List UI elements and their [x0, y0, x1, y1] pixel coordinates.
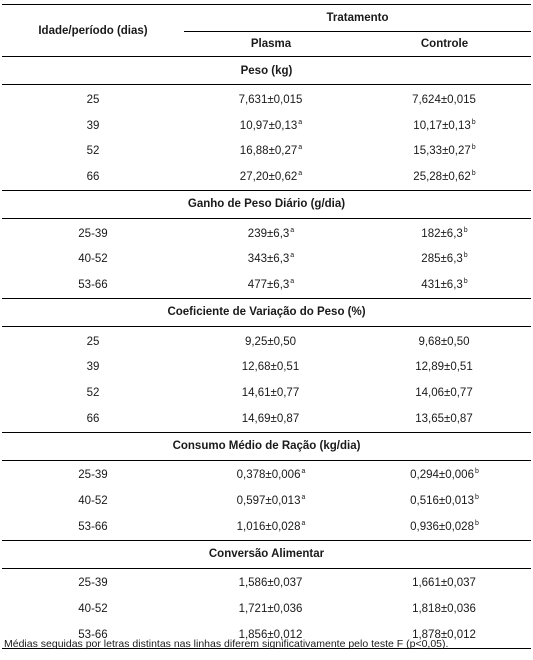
- table-row: [2, 596, 531, 622]
- section-title: Ganho de Peso Diário (g/dia): [2, 190, 531, 218]
- controle-value-cell: [358, 568, 531, 596]
- plasma-value: 477±6,3: [247, 278, 290, 291]
- row-label-cell: 25-39: [78, 469, 108, 482]
- plasma-value-cell: [184, 164, 358, 190]
- table-row: [2, 460, 531, 488]
- plasma-value-cell: [184, 460, 358, 488]
- controle-value-cell: [358, 218, 531, 246]
- plasma-value: 1,016±0,028: [236, 520, 301, 533]
- controle-value-cell: [358, 488, 531, 514]
- plasma-value-cell: [184, 355, 358, 381]
- plasma-significance-letter: a: [301, 494, 306, 502]
- table-row: [2, 246, 531, 272]
- plasma-significance-letter: a: [298, 169, 303, 177]
- row-label-cell: 66: [86, 412, 100, 425]
- plasma-value: 1,586±0,037: [238, 577, 303, 590]
- plasma-value: 0,378±0,006: [236, 469, 301, 482]
- controle-significance-letter: b: [474, 494, 479, 502]
- table-footnote: Médias seguidas por letras distintas nas linhas diferem significativamente pelo teste F (p<0,05).: [4, 638, 449, 650]
- plasma-value-cell: [184, 488, 358, 514]
- controle-value: 1,661±0,037: [412, 577, 476, 590]
- table-row: [2, 138, 531, 164]
- controle-value-cell: [358, 355, 531, 381]
- section-header-row: [2, 432, 531, 460]
- controle-value-cell: [358, 514, 531, 540]
- table-row: [2, 164, 531, 190]
- table-row: [2, 326, 531, 354]
- controle-value: 9,68±0,50: [418, 335, 470, 348]
- table-row: [2, 568, 531, 596]
- controle-value: 0,294±0,006: [410, 469, 474, 482]
- controle-value: 14,06±0,77: [415, 387, 473, 400]
- plasma-value-cell: [184, 272, 358, 298]
- plasma-value-cell: [184, 568, 358, 596]
- table-row: [2, 406, 531, 432]
- controle-value-cell: [358, 138, 531, 164]
- row-label-cell: 40-52: [78, 253, 108, 266]
- plasma-value-cell: [184, 514, 358, 540]
- column-header-controle: Controle: [358, 32, 531, 57]
- controle-significance-letter: b: [463, 226, 468, 234]
- row-label-cell: 25-39: [78, 227, 108, 240]
- section-header-row: [2, 298, 531, 326]
- column-header-plasma: Plasma: [184, 32, 358, 57]
- row-label-cell: 66: [86, 170, 100, 183]
- table-row: [2, 218, 531, 246]
- plasma-value: 7,631±0,015: [238, 93, 303, 106]
- controle-value-cell: [358, 272, 531, 298]
- controle-value: 12,89±0,51: [415, 361, 473, 374]
- row-label-cell: 40-52: [78, 495, 108, 508]
- controle-value: 10,17±0,13: [413, 119, 471, 132]
- plasma-value-cell: [184, 406, 358, 432]
- plasma-value: 1,721±0,036: [238, 603, 303, 616]
- table-header-row: [2, 5, 531, 32]
- row-label-cell: 52: [86, 387, 100, 400]
- plasma-value: 12,68±0,51: [241, 361, 300, 374]
- table-row: [2, 355, 531, 381]
- controle-significance-letter: b: [471, 118, 476, 126]
- controle-significance-letter: b: [471, 169, 476, 177]
- section-title: Coeficiente de Variação do Peso (%): [2, 298, 531, 326]
- row-label-cell: 53-66: [78, 520, 108, 533]
- results-table: [2, 4, 531, 649]
- plasma-value: 343±6,3: [247, 253, 290, 266]
- controle-value: 0,936±0,028: [410, 520, 474, 533]
- controle-significance-letter: b: [463, 277, 468, 285]
- row-label-cell: 40-52: [78, 603, 108, 616]
- table-body: [2, 57, 531, 649]
- plasma-value-cell: [184, 138, 358, 164]
- plasma-value-cell: [184, 380, 358, 406]
- controle-value: 25,28±0,62: [413, 170, 471, 183]
- controle-value-cell: [358, 164, 531, 190]
- controle-significance-letter: b: [471, 144, 476, 152]
- plasma-value-cell: [184, 596, 358, 622]
- section-title: Conversão Alimentar: [2, 540, 531, 568]
- plasma-value-cell: [184, 218, 358, 246]
- plasma-value: 0,597±0,013: [236, 495, 301, 508]
- plasma-value: 1,856±0,012: [238, 628, 303, 641]
- table-row: [2, 113, 531, 139]
- controle-value-cell: [358, 85, 531, 113]
- controle-value: 285±6,3: [421, 253, 463, 266]
- plasma-value-cell: [184, 326, 358, 354]
- controle-significance-letter: b: [463, 252, 468, 260]
- controle-significance-letter: b: [474, 519, 479, 527]
- controle-value: 7,624±0,015: [412, 93, 476, 106]
- section-title: Peso (kg): [2, 57, 531, 85]
- controle-value: 182±6,3: [421, 227, 463, 240]
- plasma-value: 239±6,3: [247, 227, 290, 240]
- plasma-significance-letter: a: [290, 252, 295, 260]
- plasma-value: 10,97±0,13: [239, 119, 298, 132]
- row-label-cell: 39: [86, 361, 100, 374]
- plasma-value-cell: [184, 85, 358, 113]
- controle-value: 13,65±0,87: [415, 412, 473, 425]
- plasma-value: 14,69±0,87: [241, 412, 300, 425]
- section-title: Consumo Médio de Ração (kg/dia): [2, 432, 531, 460]
- row-label-cell: 39: [86, 119, 100, 132]
- row-label-cell: 53-66: [2, 622, 184, 648]
- controle-value: 431±6,3: [421, 278, 463, 291]
- plasma-significance-letter: a: [298, 144, 303, 152]
- row-label-cell: 25-39: [78, 577, 108, 590]
- plasma-value: 27,20±0,62: [239, 170, 298, 183]
- section-header-row: [2, 540, 531, 568]
- row-label-cell: 52: [86, 145, 100, 158]
- plasma-significance-letter: a: [301, 519, 306, 527]
- section-header-row: [2, 57, 531, 85]
- plasma-significance-letter: a: [290, 277, 295, 285]
- plasma-value-cell: [184, 113, 358, 139]
- column-header-idade: Idade/período (dias): [2, 5, 184, 57]
- controle-value-cell: [358, 326, 531, 354]
- controle-value-cell: [358, 113, 531, 139]
- controle-significance-letter: b: [474, 468, 479, 476]
- row-label-cell: 25: [86, 93, 100, 106]
- section-header-row: [2, 190, 531, 218]
- table-row: [2, 514, 531, 540]
- plasma-value-cell: [184, 246, 358, 272]
- controle-value-cell: [358, 380, 531, 406]
- plasma-value: 9,25±0,50: [244, 335, 297, 348]
- plasma-significance-letter: a: [298, 118, 303, 126]
- plasma-significance-letter: a: [290, 226, 295, 234]
- table-row: [2, 380, 531, 406]
- column-group-tratamento: Tratamento: [184, 5, 531, 32]
- plasma-value: 14,61±0,77: [241, 387, 300, 400]
- controle-value: 15,33±0,27: [413, 145, 471, 158]
- controle-value: 1,878±0,012: [412, 628, 476, 641]
- controle-value: 1,818±0,036: [412, 603, 476, 616]
- controle-value-cell: [358, 406, 531, 432]
- table-row: [2, 488, 531, 514]
- controle-value-cell: [358, 246, 531, 272]
- row-label-cell: 25: [86, 335, 100, 348]
- controle-value: 0,516±0,013: [410, 495, 474, 508]
- plasma-significance-letter: a: [301, 468, 306, 476]
- table-row: [2, 272, 531, 298]
- plasma-value: 16,88±0,27: [239, 145, 298, 158]
- row-label-cell: 53-66: [78, 278, 108, 291]
- controle-value-cell: [358, 460, 531, 488]
- controle-value-cell: [358, 596, 531, 622]
- table-row: [2, 85, 531, 113]
